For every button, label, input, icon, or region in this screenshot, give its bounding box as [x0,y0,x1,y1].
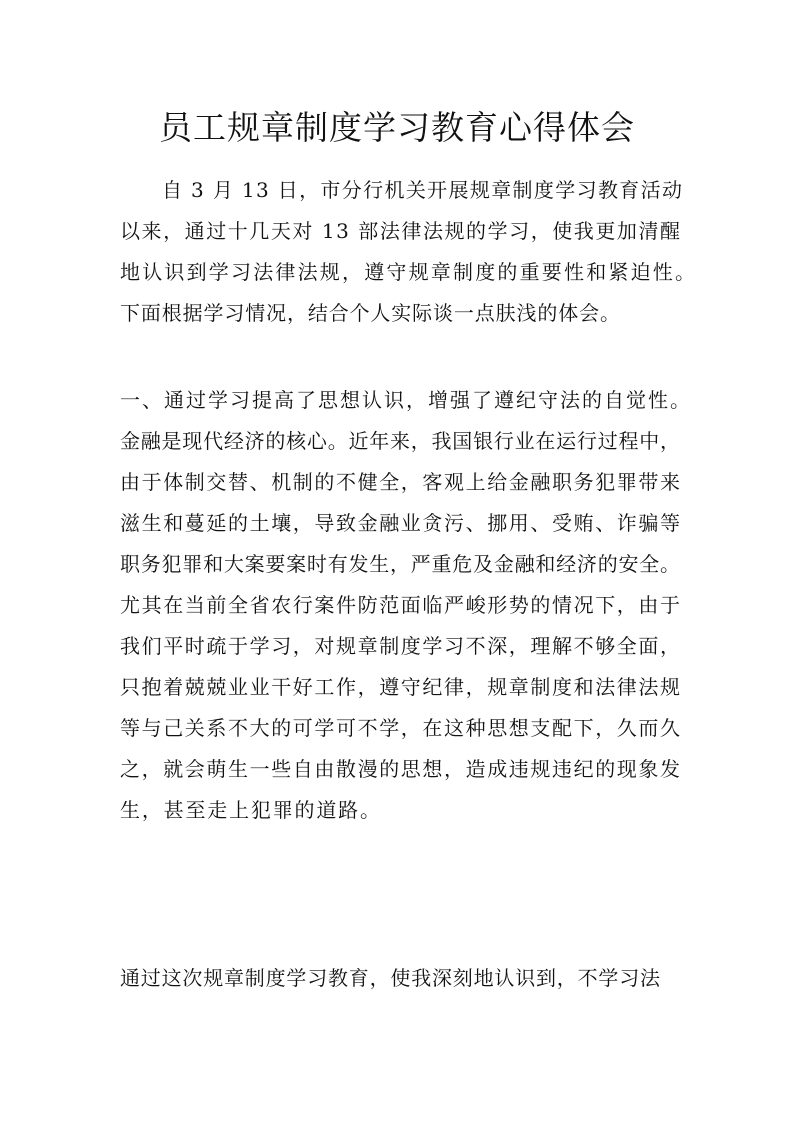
paragraph-2-line-7: 我们平时疏于学习，对规章制度学习不深，理解不够全面， [120,634,682,658]
paragraph-2-line-6: 尤其在当前全省农行案件防范面临严峻形势的情况下，由于 [120,593,682,617]
paragraph-1-line-4: 下面根据学习情况，结合个人实际谈一点肤浅的体会。 [120,301,621,325]
paragraph-2-line-2: 金融是现代经济的核心。近年来，我国银行业在运行过程中， [120,429,681,453]
paragraph-2-line-8: 只抱着兢兢业业干好工作，遵守纪律，规章制度和法律法规 [120,675,682,699]
paragraph-2-line-9: 等与己关系不大的可学可不学，在这种思想支配下，久而久 [120,716,682,740]
paragraph-2-line-3: 由于体制交替、机制的不健全，客观上给金融职务犯罪带来 [120,470,682,494]
paragraph-2-line-1: 一、通过学习提高了思想认识，增强了遵纪守法的自觉性。 [120,388,692,412]
document-title: 员工规章制度学习教育心得体会 [159,108,635,147]
paragraph-3-line-1: 通过这次规章制度学习教育，使我深刻地认识到，不学习法 [120,966,661,990]
paragraph-1-line-1: 自 3 月 13 日，市分行机关开展规章制度学习教育活动 [162,178,684,202]
paragraph-1-line-2: 以来，通过十几天对 13 部法律法规的学习，使我更加清醒 [120,219,682,243]
paragraph-2-line-5: 职务犯罪和大案要案时有发生，严重危及金融和经济的安全。 [120,552,681,576]
paragraph-2-line-10: 之，就会萌生一些自由散漫的思想，造成违规违纪的现象发 [120,757,682,781]
paragraph-2-line-11: 生，甚至走上犯罪的道路。 [120,798,382,822]
paragraph-1-line-3: 地认识到学习法律法规，遵守规章制度的重要性和紧迫性。 [120,260,698,284]
paragraph-2-line-4: 滋生和蔓延的土壤，导致金融业贪污、挪用、受贿、诈骗等 [120,511,682,535]
